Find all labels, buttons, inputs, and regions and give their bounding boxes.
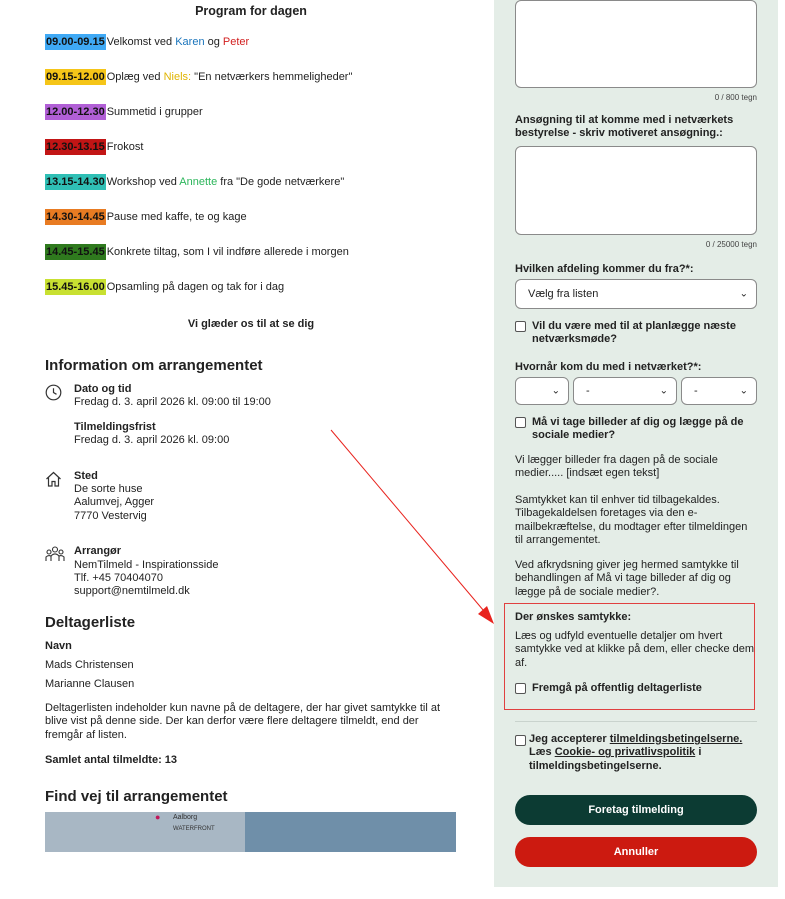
map-label: WATERFRONT bbox=[173, 826, 215, 833]
program-speaker: Karen bbox=[175, 35, 205, 48]
program-item-text bbox=[107, 36, 250, 48]
photo-text-2: Samtykket kan til enhver tid tilbagekaldes. Tilbagekaldelsen foretages via den e-mailbekræftelse, du modtager efter tilmeldingen til arrangementet. bbox=[515, 494, 748, 547]
house-icon bbox=[45, 470, 74, 524]
program-item-text-part: Workshop ved bbox=[106, 175, 180, 188]
terms-label bbox=[529, 733, 755, 773]
plan-checkbox[interactable] bbox=[515, 321, 526, 332]
program-item-text bbox=[107, 176, 345, 188]
program-time-badge: 15.45-16.00 bbox=[46, 280, 105, 293]
participant-note: Deltagerlisten indeholder kun navne på de deltagere, der har givet samtykke til at blive vist på denne side. Der kan derfor være flere deltagere tilmeldt, end der fremgår af listen. bbox=[45, 701, 441, 741]
program-list bbox=[45, 24, 457, 304]
submit-button[interactable]: Foretag tilmelding bbox=[515, 795, 757, 825]
date-value: Fredag d. 3. april 2026 kl. 09:00 til 19:00 bbox=[74, 396, 271, 409]
place-line2: Aalumvej, Agger bbox=[74, 496, 155, 509]
participant-name: Marianne Clausen bbox=[45, 677, 135, 690]
date-label: Dato og tid bbox=[74, 383, 132, 395]
program-speaker: Niels: bbox=[163, 70, 192, 83]
plan-checkbox-label[interactable]: Vil du være med til at planlægge næste netværksmøde? bbox=[532, 320, 736, 346]
application-label: Ansøgning til at komme med i netværkets bestyrelse - skriv motiveret ansøgning.: bbox=[515, 114, 734, 140]
registration-form bbox=[494, 0, 778, 887]
chevron-down-icon: ⌄ bbox=[551, 385, 560, 397]
program-item-text: Pause med kaffe, te og kage bbox=[106, 210, 247, 223]
organizer-name: NemTilmeld - Inspirationsside bbox=[74, 558, 219, 571]
organizer-phone[interactable]: Tlf. +45 70404070 bbox=[74, 572, 163, 585]
map-label: Aalborg bbox=[173, 814, 198, 822]
organizer-block bbox=[45, 545, 457, 599]
participant-total: Samlet antal tilmeldte: 13 bbox=[45, 754, 178, 767]
terms-read: Læs bbox=[529, 746, 555, 759]
application-counter: 0 / 25000 tegn bbox=[705, 240, 757, 249]
chevron-down-icon: ⌄ bbox=[739, 288, 748, 300]
divider bbox=[515, 721, 757, 722]
photo-text-1: Vi lægger billeder fra dagen på de sociale medier..... [indsæt egen tekst] bbox=[515, 454, 718, 480]
map-land bbox=[45, 812, 245, 852]
organizer-email[interactable]: support@nemtilmeld.dk bbox=[74, 585, 190, 598]
photo-text-3: Ved afkrydsning giver jeg hermed samtykke til behandlingen af Må vi tage billeder af dig og lægge på de sociale medier?. bbox=[515, 559, 739, 598]
program-item-text-part: Oplæg ved bbox=[106, 70, 164, 83]
consent-title: Der ønskes samtykke: bbox=[515, 611, 632, 623]
program-time-badge: 09.00-09.15 bbox=[46, 35, 105, 48]
map-pin-icon: ● bbox=[155, 812, 161, 823]
program-item bbox=[45, 164, 457, 199]
program-time-badge: 12.00-12.30 bbox=[46, 105, 105, 118]
organizer-label: Arrangør bbox=[74, 545, 122, 558]
program-item bbox=[45, 269, 457, 304]
joined-month-value: - bbox=[586, 385, 590, 397]
program-time-badge: 09.15-12.00 bbox=[46, 70, 105, 83]
department-select[interactable] bbox=[515, 279, 757, 309]
participant-list bbox=[45, 640, 457, 697]
event-info-column bbox=[45, 0, 457, 852]
comment-textarea[interactable] bbox=[515, 0, 757, 88]
deadline-value: Fredag d. 3. april 2026 kl. 09:00 bbox=[74, 434, 230, 447]
terms-checkbox[interactable] bbox=[515, 735, 526, 746]
joined-year-select[interactable] bbox=[681, 377, 757, 405]
chevron-down-icon: ⌄ bbox=[739, 385, 748, 397]
program-time-badge: 12.30-13.15 bbox=[46, 140, 105, 153]
place-block bbox=[45, 470, 457, 524]
program-item bbox=[45, 129, 457, 164]
chevron-down-icon: ⌄ bbox=[659, 385, 668, 397]
program-item-text: Opsamling på dagen og tak for i dag bbox=[106, 280, 285, 293]
program-item bbox=[45, 24, 457, 59]
place-line3: 7770 Vestervig bbox=[74, 509, 147, 522]
participant-header: Navn bbox=[45, 639, 72, 652]
program-time-badge: 14.30-14.45 bbox=[46, 210, 105, 223]
closing-text: Vi glæder os til at se dig bbox=[187, 318, 315, 330]
participant-name: Mads Christensen bbox=[45, 658, 134, 671]
joined-label: Hvornår kom du med i netværket?*: bbox=[515, 361, 702, 373]
program-title: Program for dagen bbox=[195, 4, 307, 18]
department-value: Vælg fra listen bbox=[528, 288, 599, 300]
program-item bbox=[45, 234, 457, 269]
program-item-text: Summetid i grupper bbox=[106, 105, 203, 118]
program-speaker: Annette bbox=[179, 175, 218, 188]
place-line1: De sorte huse bbox=[74, 483, 143, 496]
info-title: Information om arrangementet bbox=[45, 357, 263, 374]
map[interactable] bbox=[45, 812, 456, 852]
program-item bbox=[45, 199, 457, 234]
joined-year-value: - bbox=[694, 385, 698, 397]
program-time-badge: 14.45-15.45 bbox=[46, 245, 105, 258]
date-block bbox=[45, 383, 457, 448]
place-label: Sted bbox=[74, 469, 98, 482]
department-label: Hvilken afdeling kommer du fra?*: bbox=[515, 263, 694, 275]
program-item-text-part: "En netværkers hemmeligheder" bbox=[191, 70, 353, 83]
program-item-text: Frokost bbox=[106, 140, 144, 153]
directions-title: Find vej til arrangementet bbox=[45, 788, 228, 806]
joined-month-select[interactable] bbox=[573, 377, 677, 405]
program-item bbox=[45, 94, 457, 129]
terms-prefix: Jeg accepterer bbox=[529, 733, 610, 745]
program-item-text-part: Velkomst ved bbox=[106, 35, 176, 48]
consent-checkbox-label[interactable]: Fremgå på offentlig deltagerliste bbox=[532, 682, 702, 694]
program-speaker: Peter bbox=[222, 35, 250, 48]
program-item-text bbox=[107, 71, 353, 83]
cancel-button[interactable]: Annuller bbox=[515, 837, 757, 867]
application-textarea[interactable] bbox=[515, 146, 757, 235]
consent-text: Læs og udfyld eventuelle detaljer om hvert samtykke ved at klikke på dem, eller checke dem af. bbox=[515, 630, 755, 669]
program-item-text: Konkrete tiltag, som I vil indføre allerede i morgen bbox=[106, 245, 349, 258]
people-icon bbox=[45, 545, 74, 599]
terms-link[interactable]: tilmeldingsbetingelserne. bbox=[609, 733, 743, 745]
privacy-link[interactable]: Cookie- og privatlivspolitik bbox=[554, 746, 696, 759]
photo-checkbox[interactable] bbox=[515, 417, 526, 428]
terms-suffix: i tilmeldingsbetingelserne. bbox=[529, 746, 702, 772]
joined-day-select[interactable] bbox=[515, 377, 569, 405]
clock-icon bbox=[45, 383, 74, 448]
participants-title: Deltagerliste bbox=[45, 613, 136, 631]
photo-checkbox-label[interactable]: Må vi tage billeder af dig og lægge på de sociale medier? bbox=[532, 416, 744, 442]
program-time-badge: 13.15-14.30 bbox=[46, 175, 105, 188]
program-item bbox=[45, 59, 457, 94]
comment-counter: 0 / 800 tegn bbox=[714, 93, 757, 102]
program-item-text-part: fra "De gode netværkere" bbox=[217, 175, 345, 188]
deadline-label: Tilmeldingsfrist bbox=[74, 420, 156, 433]
consent-checkbox[interactable] bbox=[515, 683, 526, 694]
program-item-text-part: og bbox=[204, 35, 223, 48]
